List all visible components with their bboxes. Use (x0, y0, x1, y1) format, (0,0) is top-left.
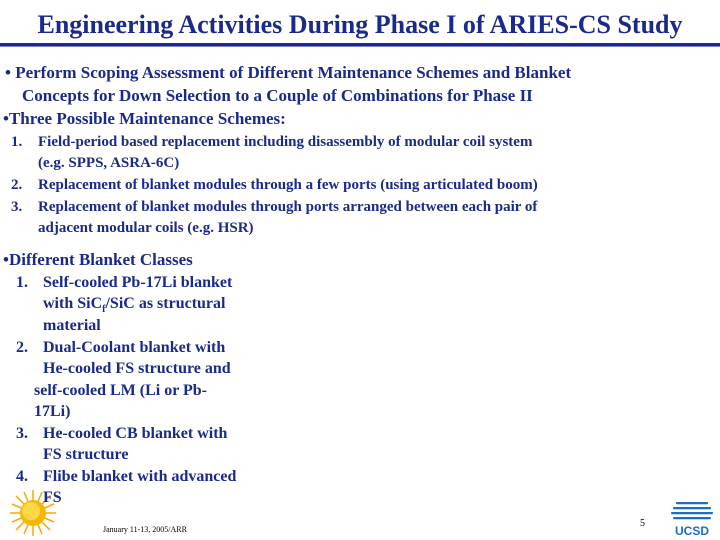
blanket-4-line1: Flibe blanket with advanced (43, 468, 237, 485)
ucsd-logo-icon (668, 498, 716, 538)
scheme-1-number: 1. (11, 134, 23, 150)
scheme-1-line1: Field-period based replacement including disassembly of modular coil system (38, 134, 533, 150)
scheme-3-line1: Replacement of blanket modules through ports arranged between each pair of (38, 199, 538, 215)
blanket-3-number: 3. (16, 425, 28, 442)
bullet-maintenance-assessment-line1: • Perform Scoping Assessment of Different Maintenance Schemes and Blanket (5, 63, 572, 82)
blanket-1-line3: material (43, 317, 101, 334)
blanket-4-number: 4. (16, 468, 28, 485)
blanket-1-subscript: f (102, 304, 106, 316)
title-rule-thin (0, 46, 720, 47)
blanket-1-line2 (43, 293, 225, 315)
blanket-2-line4: 17Li) (34, 403, 71, 420)
bullet-blanket-classes-heading: •Different Blanket Classes (3, 250, 193, 269)
blanket-3-line1: He-cooled CB blanket with (43, 425, 228, 442)
scheme-2-number: 2. (11, 177, 23, 193)
footer-date: January 11-13, 2005/ARR (103, 525, 187, 534)
blanket-3-line2: FS structure (43, 446, 129, 463)
blanket-1-line1: Self-cooled Pb-17Li blanket (43, 274, 233, 291)
scheme-3-line2: adjacent modular coils (e.g. HSR) (38, 220, 254, 236)
scheme-2-line1: Replacement of blanket modules through a few ports (using articulated boom) (38, 177, 538, 193)
blanket-1-structural-text: /SiC as structural (105, 295, 226, 312)
blanket-2-line3: self-cooled LM (Li or Pb- (34, 382, 208, 399)
bullet-maintenance-schemes-heading: •Three Possible Maintenance Schemes: (3, 109, 286, 128)
blanket-1-number: 1. (16, 274, 28, 291)
blanket-1-sic-text: with SiC (43, 295, 103, 312)
bullet-maintenance-assessment-line2: Concepts for Down Selection to a Couple of Combinations for Phase II (22, 86, 533, 105)
blanket-2-line1: Dual-Coolant blanket with (43, 339, 226, 356)
ucsd-logo-text: UCSD (674, 524, 710, 538)
page-number: 5 (640, 518, 645, 529)
page-title: Engineering Activities During Phase I of ARIES-CS Study (37, 10, 683, 39)
scheme-1-line2: (e.g. SPPS, ASRA-6C) (38, 155, 180, 171)
blanket-4-line2: FS (43, 489, 62, 506)
blanket-2-line2: He-cooled FS structure and (43, 360, 231, 377)
blanket-2-number: 2. (16, 339, 28, 356)
scheme-3-number: 3. (11, 199, 23, 215)
